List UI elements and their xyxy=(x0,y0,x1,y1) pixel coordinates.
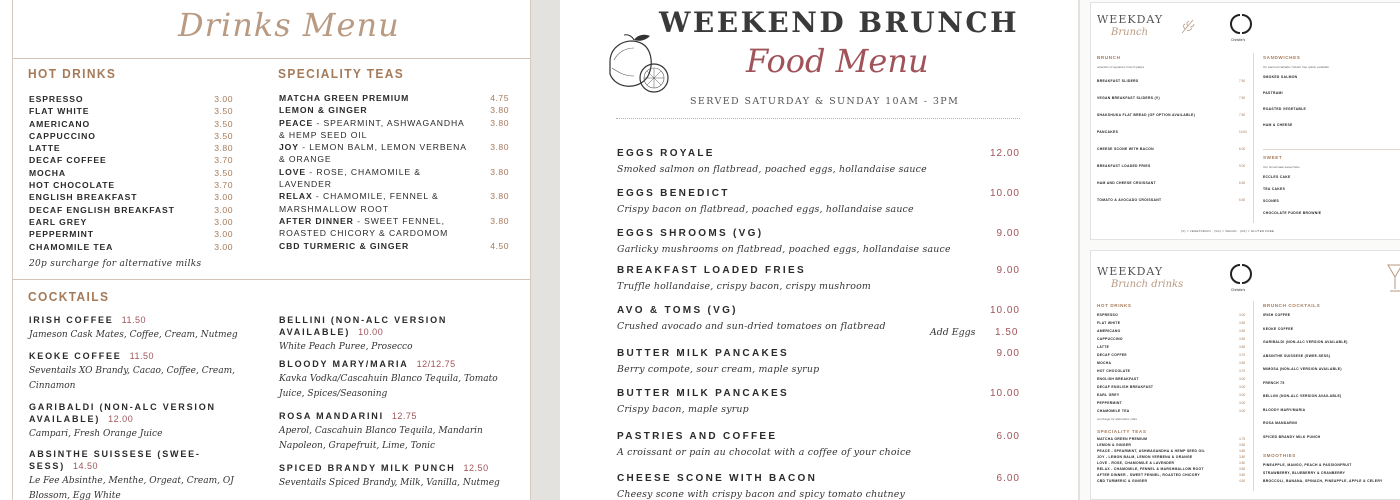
cocktail-name-line xyxy=(29,448,249,472)
menu-item-name: FRENCH 75 xyxy=(1263,380,1285,385)
menu-item-name: BLOODY MARY/MARIA xyxy=(1263,407,1306,412)
food-description: Crushed avocado and sun-dried tomatoes on flatbread xyxy=(617,321,886,332)
cocktail-price: 12.00 xyxy=(108,414,134,424)
menu-item-name: PEPPERMINT xyxy=(1097,401,1123,405)
food-name: AVO & TOMS (VG) xyxy=(617,305,738,316)
menu-item-name: ABSINTHE SUISSESE (SWEE-SESS) xyxy=(1263,353,1331,358)
menu-item-name: STRAWBERRY, BLUEBERRY & CRANBERRY xyxy=(1263,471,1346,475)
item-price: 3.00 xyxy=(214,216,233,227)
food-name: EGGS BENEDICT xyxy=(617,188,730,199)
food-description: Berry compote, sour cream, maple syrup xyxy=(617,364,820,375)
cocktail-price: 10.00 xyxy=(358,327,384,337)
food-name: BUTTER MILK PANCAKES xyxy=(617,348,789,359)
cocktail-item xyxy=(29,350,261,394)
cocktail-item xyxy=(279,410,511,454)
item-name: AMERICANO xyxy=(29,118,91,129)
item-price: 3.50 xyxy=(214,118,233,129)
item-description: - ROSE, CHAMOMILE & LAVENDER xyxy=(279,166,421,190)
weekday-milk-note: surcharge for alternative milks xyxy=(1097,417,1138,421)
menu-item-name: BROCCOLI, BANANA, SPINACH, PINEAPPLE, APPLE & CELERY xyxy=(1263,479,1383,483)
food-name: CHEESE SCONE WITH BACON xyxy=(617,473,818,484)
menu-item-price: 4.50 xyxy=(1239,479,1246,483)
food-description: Cheesy scone with crispy bacon and spicy tomato chutney xyxy=(617,489,906,500)
menu-item-name: CHOCOLATE FUDGE BROWNIE xyxy=(1263,211,1322,215)
item-name: LATTE xyxy=(29,143,61,154)
cocktails-heading: COCKTAILS xyxy=(28,289,110,304)
menu-item-price: 7.50 xyxy=(1239,79,1246,83)
weekday-teas-heading: SPECIALITY TEAS xyxy=(1097,429,1147,434)
menu-item-name: JOY - LEMON BALM, LEMON VERBENA & ORANGE xyxy=(1097,455,1193,459)
menu-item-price: 3.50 xyxy=(1239,329,1246,333)
menu-item-price: 3.80 xyxy=(1239,467,1246,471)
item-price: 3.80 xyxy=(490,105,509,116)
hot-drinks-heading: HOT DRINKS xyxy=(28,66,117,81)
menu-item xyxy=(279,117,509,142)
menu-item-name: LOVE - ROSE, CHAMOMILE & LAVENDER xyxy=(1097,461,1175,465)
logo-text: Christie's xyxy=(1231,288,1246,292)
cocktail-price: 12/12.75 xyxy=(416,359,456,369)
sweet-note: Our homemade sweet bites xyxy=(1263,165,1300,169)
food-name: BUTTER MILK PANCAKES xyxy=(617,388,789,399)
menu-item-name: ECCLES CAKE xyxy=(1263,175,1291,179)
item-price: 3.80 xyxy=(490,166,509,177)
item-name: CHAMOMILE TEA xyxy=(29,241,114,252)
menu-item xyxy=(29,180,233,192)
weekend-brunch-page xyxy=(560,0,1078,500)
cocktail-price: 14.50 xyxy=(73,461,99,471)
weekday-drinks-title: WEEKDAY xyxy=(1097,265,1164,278)
item-price: 3.50 xyxy=(214,106,233,117)
menu-item-name: BREAKFAST SLIDERS xyxy=(1097,79,1139,83)
menu-item-name: ROASTED VEGETABLE xyxy=(1263,107,1307,111)
menu-item-price: 9.00 xyxy=(1239,164,1246,168)
menu-item-price: 3.00 xyxy=(1239,401,1246,405)
food-menu-subtitle: Food Menu xyxy=(746,42,929,80)
weekday-drinks-subtitle: Brunch drinks xyxy=(1111,279,1184,290)
cocktail-description: Jameson Cask Mates, Coffee, Cream, Nutmeg xyxy=(29,330,238,340)
item-price: 3.00 xyxy=(214,241,233,252)
weekday-hot-drinks-heading: HOT DRINKS xyxy=(1097,303,1132,308)
item-description: - SPEARMINT, ASHWAGANDHA & HEMP SEED OIL xyxy=(279,117,465,140)
menu-item-price: 3.00 xyxy=(1239,409,1246,413)
cocktail-name: BLOODY MARY/MARIA xyxy=(279,359,409,369)
menu-item-name: VEGAN BREAKFAST SLIDERS (V) xyxy=(1097,96,1160,100)
menu-item-name: TEA CAKES xyxy=(1263,187,1286,191)
food-description: Garlicky mushrooms on flatbread, poached eggs, hollandaise sauce xyxy=(617,244,951,255)
hot-drinks-list xyxy=(29,94,233,254)
menu-item-name: AMERICANO xyxy=(1097,329,1121,333)
menu-item xyxy=(29,229,233,241)
menu-item-name: PEACE - SPEARMINT, ASHWAGANDHA & HEMP SEED OIL xyxy=(1097,449,1206,453)
cocktail-name-line xyxy=(279,410,511,422)
menu-item-name: CHEESE SCONE WITH BACON xyxy=(1097,147,1154,151)
food-price: 6.00 xyxy=(996,431,1020,442)
menu-item-name: GARIBALDI (NON-ALC VERSION AVAILABLE) xyxy=(1263,340,1348,344)
cocktail-price: 11.50 xyxy=(121,315,146,325)
cocktail-price: 12.75 xyxy=(391,411,417,421)
food-description: Crispy bacon on flatbread, poached eggs, hollandaise sauce xyxy=(617,204,914,215)
christies-logo-icon xyxy=(1228,261,1254,287)
cocktail-item xyxy=(29,401,261,442)
item-price: 3.00 xyxy=(214,94,233,104)
menu-item-name: PASTRAMI xyxy=(1263,91,1283,95)
food-item xyxy=(617,348,1020,375)
menu-item-name: TOMATO & AVOCADO CROISSANT xyxy=(1097,198,1162,202)
item-name: HOT CHOCOLATE xyxy=(29,180,116,191)
add-eggs-label: Add Eggs xyxy=(930,327,976,338)
item-name: RELAX xyxy=(279,191,313,202)
menu-item xyxy=(29,143,233,155)
sweet-heading: SWEET xyxy=(1263,155,1283,160)
food-item xyxy=(617,148,1020,175)
menu-item xyxy=(279,104,509,116)
item-name: AFTER DINNER xyxy=(279,215,354,226)
menu-item xyxy=(29,205,233,217)
menu-item-price: 7.50 xyxy=(1239,96,1246,100)
cocktail-item xyxy=(29,314,261,343)
item-price: 3.70 xyxy=(214,155,233,166)
menu-item-price: 3.50 xyxy=(1239,321,1246,325)
item-price: 3.00 xyxy=(214,204,233,215)
weekday-brunch-drinks-card xyxy=(1090,250,1400,500)
sandwiches-heading: SANDWICHES xyxy=(1263,55,1301,60)
item-name: PEACE xyxy=(279,117,314,128)
menu-item-name: MIMOSA (NON-ALC VERSION AVAILABLE) xyxy=(1263,367,1342,371)
divider xyxy=(1263,149,1400,150)
food-description: A croissant or pain au chocolat with a coffee of your choice xyxy=(617,447,912,458)
item-name: LOVE xyxy=(279,166,306,177)
item-price: 3.80 xyxy=(214,143,233,154)
menu-item xyxy=(29,155,233,167)
weekday-brunch-card xyxy=(1090,2,1400,240)
food-price: 10.00 xyxy=(989,305,1020,316)
item-name: PEPPERMINT xyxy=(29,229,94,240)
menu-item xyxy=(29,217,233,229)
menu-item-price: 3.70 xyxy=(1239,369,1246,373)
menu-item-name: HAM AND CHEESE CROISSANT xyxy=(1097,181,1156,185)
menu-item-price: 3.80 xyxy=(1239,449,1246,453)
menu-item xyxy=(279,92,509,104)
cocktail-description: Campari, Fresh Orange Juice xyxy=(29,429,163,439)
item-price: 3.80 xyxy=(490,215,509,226)
food-item xyxy=(617,188,1020,215)
menu-item-name: PINEAPPLE, MANGO, PEACH & PASSIONFRUIT xyxy=(1263,463,1352,467)
menu-item-name: BREAKFAST LOADED FRIES xyxy=(1097,164,1151,168)
menu-item-name: MOCHA xyxy=(1097,361,1112,365)
cocktail-name-line xyxy=(29,314,249,326)
menu-item-name: ROSA MANDARINI xyxy=(1263,421,1298,425)
cocktail-name: GARIBALDI (NON-ALC VERSION AVAILABLE) xyxy=(29,402,216,424)
cocktail-name: ROSA MANDARINI xyxy=(279,411,384,421)
menu-item-price: 10.00 xyxy=(1239,130,1247,134)
cocktail-glass-icon xyxy=(1387,261,1400,295)
item-name: ESPRESSO xyxy=(29,94,84,104)
item-name: CBD TURMERIC & GINGER xyxy=(279,240,410,251)
menu-item-name: SPICED BRANDY MILK PUNCH xyxy=(1263,434,1321,439)
menu-item-price: 7.50 xyxy=(1239,113,1246,117)
menu-item-name: ESPRESSO xyxy=(1097,313,1119,317)
cocktail-description: Le Fee Absinthe, Menthe, Orgeat, Cream, OJ Blossom, Egg White xyxy=(29,476,234,500)
milk-surcharge-note: 20p surcharge for alternative milks xyxy=(29,259,202,269)
speciality-teas-heading: SPECIALITY TEAS xyxy=(278,66,405,81)
menu-item-price: 6.50 xyxy=(1239,198,1246,202)
item-name: CAPPUCCINO xyxy=(29,130,96,141)
food-name: EGGS SHROOMS (VG) xyxy=(617,228,764,239)
item-name: EARL GREY xyxy=(29,216,88,227)
cocktail-price: 11.50 xyxy=(129,351,154,361)
menu-item xyxy=(279,141,509,166)
food-name: PASTRIES AND COFFEE xyxy=(617,431,778,442)
menu-item-name: CBD TURMERIC & GINGER xyxy=(1097,479,1148,483)
add-eggs-option xyxy=(930,327,1019,338)
menu-item-name: FLAT WHITE xyxy=(1097,321,1121,325)
food-description: Crispy bacon, maple syrup xyxy=(617,404,749,415)
food-name: EGGS ROYALE xyxy=(617,148,715,159)
menu-item-name: BELLINI (NON-ALC VERSION AVAILABLE) xyxy=(1263,394,1342,398)
menu-item-name: IRISH COFFEE xyxy=(1263,313,1291,317)
menu-item-name: EARL GREY xyxy=(1097,393,1120,397)
weekday-menus-page xyxy=(1080,0,1400,500)
menu-item-name: RELAX - CHAMOMILE, FENNEL & MARSHMALLOW ROOT xyxy=(1097,467,1204,471)
menu-item-name: PANCAKES xyxy=(1097,130,1119,134)
item-price: 3.80 xyxy=(490,142,509,153)
menu-item-price: 4.75 xyxy=(1239,437,1246,441)
dotted-divider xyxy=(616,118,1020,119)
item-name: LEMON & GINGER xyxy=(279,105,368,116)
cocktail-description: Aperol, Cascahuin Blanco Tequila, Mandarin Napoleon, Grapefruit, Lime, Tonic xyxy=(279,426,483,451)
cocktail-item xyxy=(279,314,511,355)
menu-item xyxy=(279,166,509,191)
item-description: - SWEET FENNEL, ROASTED CHICORY & CARDOMOM xyxy=(279,215,449,239)
cocktail-name-line xyxy=(29,401,249,425)
cocktail-item xyxy=(279,358,511,402)
menu-item-name: LATTE xyxy=(1097,345,1110,349)
food-description: Smoked salmon on flatbread, poached eggs, hollandaise sauce xyxy=(617,164,927,175)
column-divider xyxy=(1253,53,1254,223)
item-price: 4.50 xyxy=(490,240,509,251)
menu-item-price: 3.80 xyxy=(1239,473,1246,477)
weekday-brunch-title: WEEKDAY xyxy=(1097,13,1164,26)
menu-item-price: 3.00 xyxy=(1239,385,1246,389)
item-name: DECAF COFFEE xyxy=(29,155,107,166)
item-price: 3.00 xyxy=(214,192,233,203)
drinks-menu-title: Drinks Menu xyxy=(178,6,400,44)
food-price: 9.00 xyxy=(996,265,1020,276)
sandwiches-note: On warmed ciabatta / Gluten free option available xyxy=(1263,65,1329,69)
menu-item-name: AFTER DINNER - SWEET FENNEL, ROASTED CHICORY xyxy=(1097,473,1200,477)
item-name: MOCHA xyxy=(29,167,66,178)
food-item xyxy=(617,265,1020,292)
cocktail-description: White Peach Puree, Prosecco xyxy=(279,342,413,352)
menu-item-price: 3.80 xyxy=(1239,455,1246,459)
item-name: FLAT WHITE xyxy=(29,106,90,117)
menu-item-name: CHAMOMILE TEA xyxy=(1097,409,1130,413)
food-price: 10.00 xyxy=(989,188,1020,199)
food-price: 10.00 xyxy=(989,388,1020,399)
smoothies-heading: SMOOTHIES xyxy=(1263,453,1296,458)
menu-item-price: 3.50 xyxy=(1239,337,1246,341)
menu-item-price: 3.50 xyxy=(1239,361,1246,365)
cocktail-name-line xyxy=(279,462,511,474)
weekday-brunch-subtitle: Brunch xyxy=(1111,27,1149,38)
cocktail-name-line xyxy=(279,314,511,338)
item-description: - CHAMOMILE, FENNEL & MARSHMALLOW ROOT xyxy=(279,191,439,214)
cocktail-name-line xyxy=(279,358,511,370)
menu-item-name: HOT CHOCOLATE xyxy=(1097,369,1131,373)
menu-item xyxy=(279,215,509,240)
food-price: 9.00 xyxy=(996,228,1020,239)
food-item xyxy=(617,228,1020,255)
menu-item-price: 3.80 xyxy=(1239,443,1246,447)
menu-item xyxy=(29,242,233,254)
item-price: 4.75 xyxy=(490,93,509,103)
cocktail-item xyxy=(29,448,261,500)
menu-item-price: 3.00 xyxy=(1239,313,1246,317)
menu-item-name: SCONES xyxy=(1263,199,1280,203)
menu-item-name: KEOKE COFFEE xyxy=(1263,326,1294,331)
food-price: 6.00 xyxy=(996,473,1020,484)
menu-item-price: 3.00 xyxy=(1239,393,1246,397)
cocktail-name: IRISH COFFEE xyxy=(29,315,114,325)
menu-item xyxy=(279,190,509,215)
item-price: 3.80 xyxy=(490,117,509,128)
menu-item xyxy=(29,94,233,106)
food-item xyxy=(617,431,1020,458)
item-name: MATCHA GREEN PREMIUM xyxy=(279,93,410,103)
brunch-cocktails-heading: BRUNCH COCKTAILS xyxy=(1263,303,1321,308)
cocktail-name: KEOKE COFFEE xyxy=(29,351,122,361)
item-name: ENGLISH BREAKFAST xyxy=(29,192,138,203)
menu-item-name: SHAKSHUKA FLAT BREAD (GF OPTION AVAILABLE) xyxy=(1097,113,1196,117)
logo-text: Christie's xyxy=(1231,38,1246,42)
food-item xyxy=(617,473,1020,500)
menu-item-name: DECAF COFFEE xyxy=(1097,353,1127,357)
menu-item-name: HAM & CHEESE xyxy=(1263,123,1293,127)
column-divider xyxy=(1253,301,1254,491)
cocktail-name-line xyxy=(29,350,249,362)
menu-item-price: 3.70 xyxy=(1239,353,1246,357)
cocktail-price: 12.50 xyxy=(463,463,489,473)
menu-item xyxy=(29,106,233,118)
sprig-icon xyxy=(1179,17,1197,35)
item-name: DECAF ENGLISH BREAKFAST xyxy=(29,204,175,215)
menu-item-name: ENGLISH BREAKFAST xyxy=(1097,377,1139,381)
menu-item xyxy=(29,192,233,204)
menu-item xyxy=(29,168,233,180)
menu-item-name: MATCHA GREEN PREMIUM xyxy=(1097,437,1148,441)
christies-logo-icon xyxy=(1228,11,1254,37)
item-name: JOY xyxy=(279,142,299,153)
menu-item-name: LEMON & GINGER xyxy=(1097,443,1132,447)
item-price: 3.80 xyxy=(490,191,509,202)
add-eggs-price: 1.50 xyxy=(995,327,1019,338)
divider xyxy=(12,58,531,59)
menu-item-name: SMOKED SALMON xyxy=(1263,75,1298,79)
cocktail-item xyxy=(279,462,511,491)
item-price: 3.50 xyxy=(214,167,233,178)
menu-item-price: 6.50 xyxy=(1239,181,1246,185)
cocktail-name: SPICED BRANDY MILK PUNCH xyxy=(279,463,456,473)
food-price: 9.00 xyxy=(996,348,1020,359)
food-item xyxy=(617,388,1020,415)
divider xyxy=(12,279,531,280)
item-price: 3.00 xyxy=(214,229,233,240)
menu-item-price: 3.00 xyxy=(1239,377,1246,381)
item-price: 3.70 xyxy=(214,180,233,191)
cocktail-description: Kavka Vodka/Cascahuin Blanco Tequila, Tomato Juice, Spices/Seasoning xyxy=(279,374,498,399)
weekend-brunch-title: WEEKEND BRUNCH xyxy=(658,6,1020,39)
menu-item-price: 3.80 xyxy=(1239,345,1246,349)
item-description: - LEMON BALM, LEMON VERBENA & ORANGE xyxy=(279,142,467,165)
speciality-teas-list xyxy=(279,92,509,252)
menu-item-price: 3.80 xyxy=(1239,461,1246,465)
served-times: SERVED SATURDAY & SUNDAY 10AM - 3PM xyxy=(690,96,960,107)
menu-item-name: CAPPUCCINO xyxy=(1097,337,1123,341)
citrus-illustration-icon xyxy=(604,32,672,96)
cocktail-name: ABSINTHE SUISSESE (SWEE-SESS) xyxy=(29,449,201,471)
menu-item xyxy=(279,240,509,252)
weekday-brunch-section-heading: BRUNCH xyxy=(1097,55,1121,60)
menu-item-name: DECAF ENGLISH BREAKFAST xyxy=(1097,385,1154,389)
cocktail-description: Seventails XO Brandy, Cacao, Coffee, Cream, Cinnamon xyxy=(29,366,235,391)
cocktail-name: BELLINI (NON-ALC VERSION AVAILABLE) xyxy=(279,315,448,337)
menu-item-price: 6.00 xyxy=(1239,147,1246,151)
dietary-legend: (V) = VEGETARIAN · (VG) = VEGAN · (GF) = GLUTEN FREE xyxy=(1181,229,1275,233)
drinks-menu-page xyxy=(0,0,531,500)
item-price: 3.50 xyxy=(214,130,233,141)
food-price: 12.00 xyxy=(989,148,1020,159)
cocktail-description: Seventails Spiced Brandy, Milk, Vanilla, Nutmeg xyxy=(279,478,500,488)
menu-item xyxy=(29,131,233,143)
menu-item xyxy=(29,119,233,131)
brunch-section-note: selection of signature brunch plates xyxy=(1097,65,1145,69)
food-name: BREAKFAST LOADED FRIES xyxy=(617,265,806,276)
food-description: Truffle hollandaise, crispy bacon, crispy mushroom xyxy=(617,281,872,292)
